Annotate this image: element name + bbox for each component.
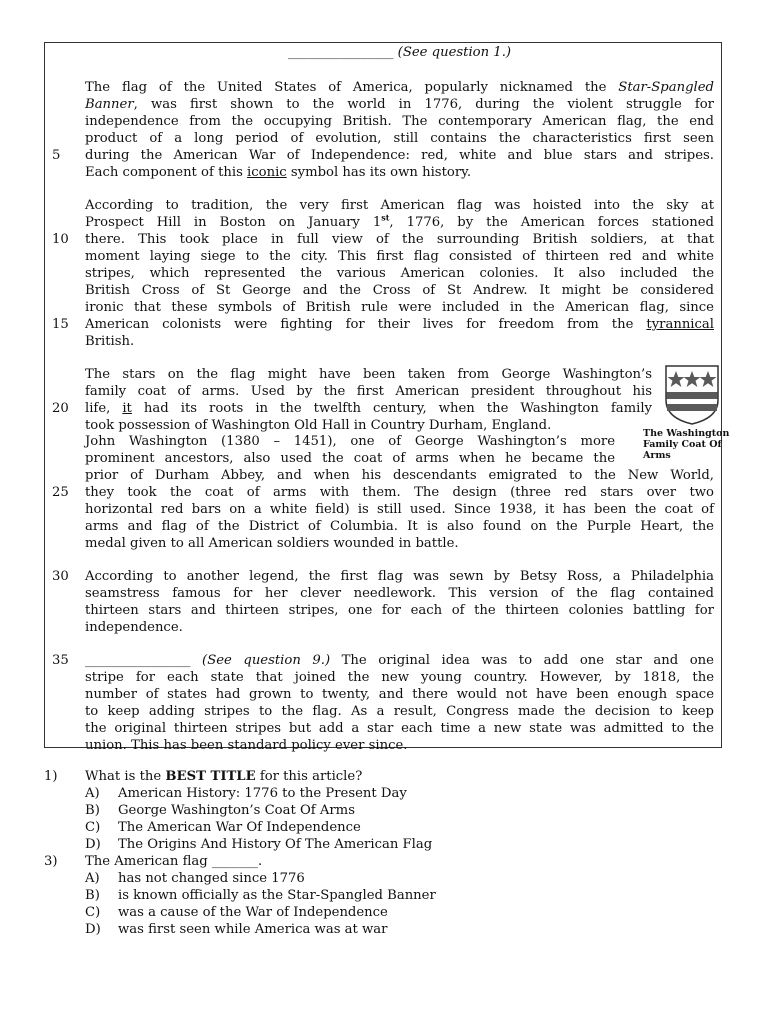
p3-line-1: The stars on the flag might have been taken from George Washington’s [85, 367, 652, 382]
p2-line-5: stripes, which represented the various American colonies. It also included the [85, 266, 714, 281]
p4-line-2: seamstress famous for her clever needlework. This version of the flag contained [85, 586, 714, 601]
p5-line-5: the original thirteen stripes but add a star each time a new state was admitted to the [85, 721, 714, 736]
question-1-number: 1) [44, 769, 58, 784]
q3-option-a-letter: A) [85, 871, 100, 886]
coat-of-arms-image [664, 364, 720, 426]
p3-line-5: John Washington (1380 – 1451), one of George Washington’s more [85, 434, 615, 449]
p5-line-6: union. This has been standard policy ever since. [85, 738, 408, 753]
p3-line-8: they took the coat of arms with them. The design (three red stars over two [85, 485, 714, 500]
question-3-text: The American flag _______. [85, 854, 263, 869]
p2-line-9: British. [85, 334, 135, 349]
line-number-20: 20 [52, 401, 69, 416]
p3-line-2: family coat of arms. Used by the first American president throughout his [85, 384, 652, 399]
p1-line-5: during the American War of Independence: red, white and blue stars and stripes. [85, 148, 714, 163]
p3-line-7: prior of Durham Abbey, and when his descendants emigrated to the New World, [85, 468, 714, 483]
q1-option-a-letter: A) [85, 786, 100, 801]
title-line [85, 44, 714, 61]
line-number-35: 35 [52, 653, 69, 668]
p1-line-1: The flag of the United States of America, popularly nicknamed the Star-Spangled [85, 80, 714, 95]
q3-option-d-letter: D) [85, 922, 101, 937]
p4-line-3: thirteen stars and thirteen stripes, one for each of the thirteen colonies battling for [85, 603, 714, 618]
p2-line-6: British Cross of St George and the Cross of St Andrew. It might be considered [85, 283, 714, 298]
p2-line-4: moment laying siege to the city. This first flag consisted of thirteen red and white [85, 249, 714, 264]
line-number-5: 5 [52, 148, 61, 163]
p3-line-9: horizontal red bars on a white field) is still used. Since 1938, it has been the coat of [85, 502, 714, 517]
question-3-number: 3) [44, 854, 58, 869]
line-number-10: 10 [52, 232, 69, 247]
q3-option-c[interactable]: was a cause of the War of Independence [118, 905, 388, 920]
question-1-text: What is the BEST TITLE for this article? [85, 769, 363, 784]
p2-line-3: there. This took place in full view of the surrounding British soldiers, at that [85, 232, 714, 247]
coat-bar-1 [667, 392, 718, 399]
p1-line-4: product of a long period of evolution, still contains the characteristics first seen [85, 131, 714, 146]
p5-line-4: to keep adding stripes to the flag. As a result, Congress made the decision to keep [85, 704, 714, 719]
coat-caption: The Washington Family Coat Of Arms [643, 428, 730, 461]
p1-line-6: Each component of this iconic symbol has its own history. [85, 165, 472, 180]
p5-line-3: number of states had grown to twenty, and there would not have been enough space [85, 687, 714, 702]
p2-line-8: American colonists were fighting for their lives for freedom from the tyrannical [85, 317, 714, 332]
q1-option-c[interactable]: The American War Of Independence [118, 820, 361, 835]
q3-option-c-letter: C) [85, 905, 101, 920]
p4-line-4: independence. [85, 620, 183, 635]
q3-option-b[interactable]: is known officially as the Star-Spangled Banner [118, 888, 436, 903]
title-blank: ________________ [287, 45, 394, 60]
p3-line-10: arms and flag of the District of Columbia. It is also found on the Purple Heart, the [85, 519, 714, 534]
line-number-15: 15 [52, 317, 69, 332]
q3-option-d[interactable]: was first seen while America was at war [118, 922, 388, 937]
q1-option-b-letter: B) [85, 803, 100, 818]
q1-option-d[interactable]: The Origins And History Of The American Flag [118, 837, 433, 852]
p2-line-2: Prospect Hill in Boston on January 1st, 1776, by the American forces stationed [85, 212, 714, 230]
p5-line-2: stripe for each state that joined the new young country. However, by 1818, the [85, 670, 714, 685]
q1-option-d-letter: D) [85, 837, 101, 852]
coat-bar-2 [667, 404, 717, 411]
p3-line-4: took possession of Washington Old Hall in Country Durham, England. [85, 418, 552, 433]
q1-option-a[interactable]: American History: 1776 to the Present Day [118, 786, 407, 801]
p5-line-1: ________________ (See question 9.) The original idea was to add one star and one [85, 653, 714, 668]
p3-line-11: medal given to all American soldiers wounded in battle. [85, 536, 459, 551]
q3-option-a[interactable]: has not changed since 1776 [118, 871, 305, 886]
see-question-1: (See question 1.) [397, 45, 512, 60]
p4-line-1: According to another legend, the first flag was sewn by Betsy Ross, a Philadelphia [85, 569, 714, 584]
p3-line-3: life, it had its roots in the twelfth century, when the Washington family [85, 401, 652, 416]
line-number-30: 30 [52, 569, 69, 584]
p3-line-6: prominent ancestors, also used the coat of arms when he became the [85, 451, 615, 466]
p2-line-1: According to tradition, the very first American flag was hoisted into the sky at [85, 198, 714, 213]
q3-option-b-letter: B) [85, 888, 100, 903]
q1-option-b[interactable]: George Washington’s Coat Of Arms [118, 803, 355, 818]
p1-line-2: Banner, was first shown to the world in 1776, during the violent struggle for [85, 97, 714, 112]
p1-line-3: independence from the occupying British. The contemporary American flag, the end [85, 114, 714, 129]
p2-line-7: ironic that these symbols of British rule were included in the American flag, since [85, 300, 714, 315]
q1-option-c-letter: C) [85, 820, 101, 835]
line-number-25: 25 [52, 485, 69, 500]
